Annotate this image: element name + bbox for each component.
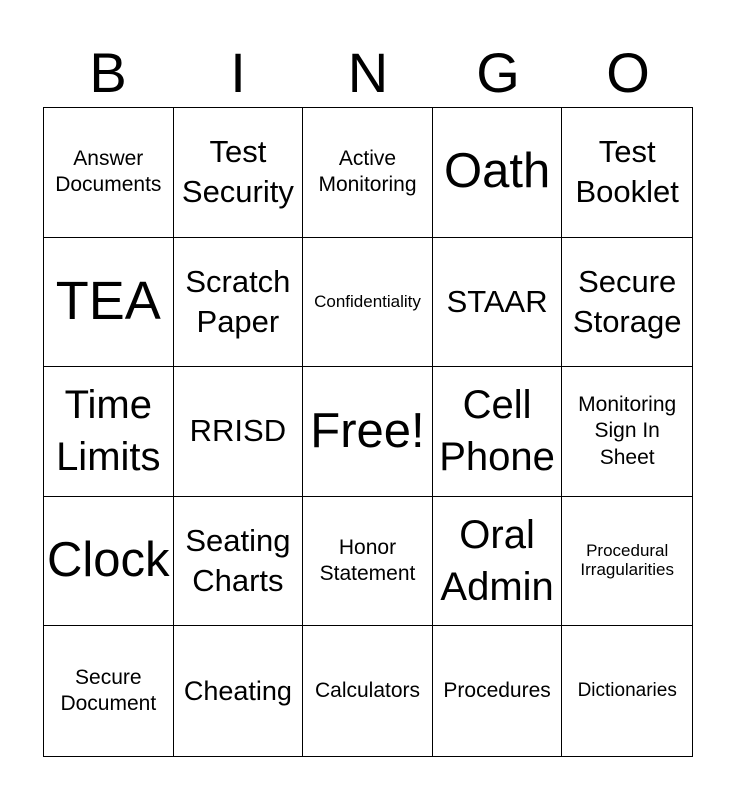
- bingo-cell[interactable]: [562, 626, 692, 756]
- bingo-cell[interactable]: [303, 108, 433, 238]
- bingo-cell[interactable]: [44, 497, 174, 627]
- header-letter-o: O: [606, 41, 650, 104]
- cell-label: Confidentiality: [314, 291, 421, 311]
- cell-label: STAAR: [446, 283, 548, 319]
- bingo-cell[interactable]: [303, 497, 433, 627]
- cell-label: Oral Admin: [440, 513, 554, 610]
- bingo-cell[interactable]: [562, 238, 692, 368]
- bingo-cell[interactable]: [433, 367, 563, 497]
- bingo-cell[interactable]: [303, 626, 433, 756]
- cell-label: Test Booklet: [575, 134, 679, 210]
- cell-label: Monitoring Sign In Sheet: [578, 393, 677, 469]
- cell-label: Test Security: [181, 134, 294, 210]
- bingo-cell[interactable]: [433, 626, 563, 756]
- header-letter-n: N: [347, 41, 389, 104]
- free-space[interactable]: [303, 367, 433, 497]
- cell-label: Scratch Paper: [185, 263, 291, 339]
- cell-label: Dictionaries: [577, 680, 677, 702]
- cell-label: Clock: [47, 533, 170, 588]
- bingo-cell[interactable]: [44, 108, 174, 238]
- bingo-cell[interactable]: [174, 497, 304, 627]
- bingo-cell[interactable]: [433, 238, 563, 368]
- bingo-cell[interactable]: [174, 108, 304, 238]
- bingo-cell[interactable]: [174, 626, 304, 756]
- cell-label: Free!: [310, 403, 425, 458]
- cell-label: Cell Phone: [439, 383, 555, 480]
- cell-label: Answer Documents: [55, 147, 162, 197]
- bingo-cell[interactable]: [174, 367, 304, 497]
- bingo-cell[interactable]: [44, 367, 174, 497]
- cell-label: Active Monitoring: [318, 147, 417, 197]
- bingo-cell[interactable]: [433, 497, 563, 627]
- cell-label: Seating Charts: [185, 522, 291, 599]
- bingo-cell[interactable]: [303, 238, 433, 368]
- cell-label: Honor Statement: [319, 535, 416, 586]
- bingo-header: [43, 40, 693, 106]
- cell-label: Cheating: [183, 675, 292, 706]
- cell-label: Procedures: [443, 679, 551, 703]
- bingo-cell[interactable]: [174, 238, 304, 368]
- bingo-cell[interactable]: [44, 626, 174, 756]
- bingo-cell[interactable]: [433, 108, 563, 238]
- header-letter-g: G: [476, 41, 520, 104]
- cell-label: Time Limits: [56, 383, 161, 480]
- cell-label: Secure Document: [60, 665, 157, 716]
- header-letter-b: B: [89, 41, 127, 104]
- bingo-cell[interactable]: [44, 238, 174, 368]
- cell-label: Procedural Irragularities: [580, 541, 674, 580]
- cell-label: Oath: [443, 144, 551, 199]
- cell-label: RRISD: [189, 413, 287, 449]
- header-letter-i: I: [230, 41, 246, 104]
- cell-label: TEA: [55, 271, 161, 332]
- bingo-cell[interactable]: [562, 367, 692, 497]
- cell-label: Secure Storage: [572, 263, 682, 339]
- bingo-cell[interactable]: [562, 497, 692, 627]
- cell-label: Calculators: [314, 679, 421, 703]
- bingo-board: [43, 107, 693, 757]
- bingo-cell[interactable]: [562, 108, 692, 238]
